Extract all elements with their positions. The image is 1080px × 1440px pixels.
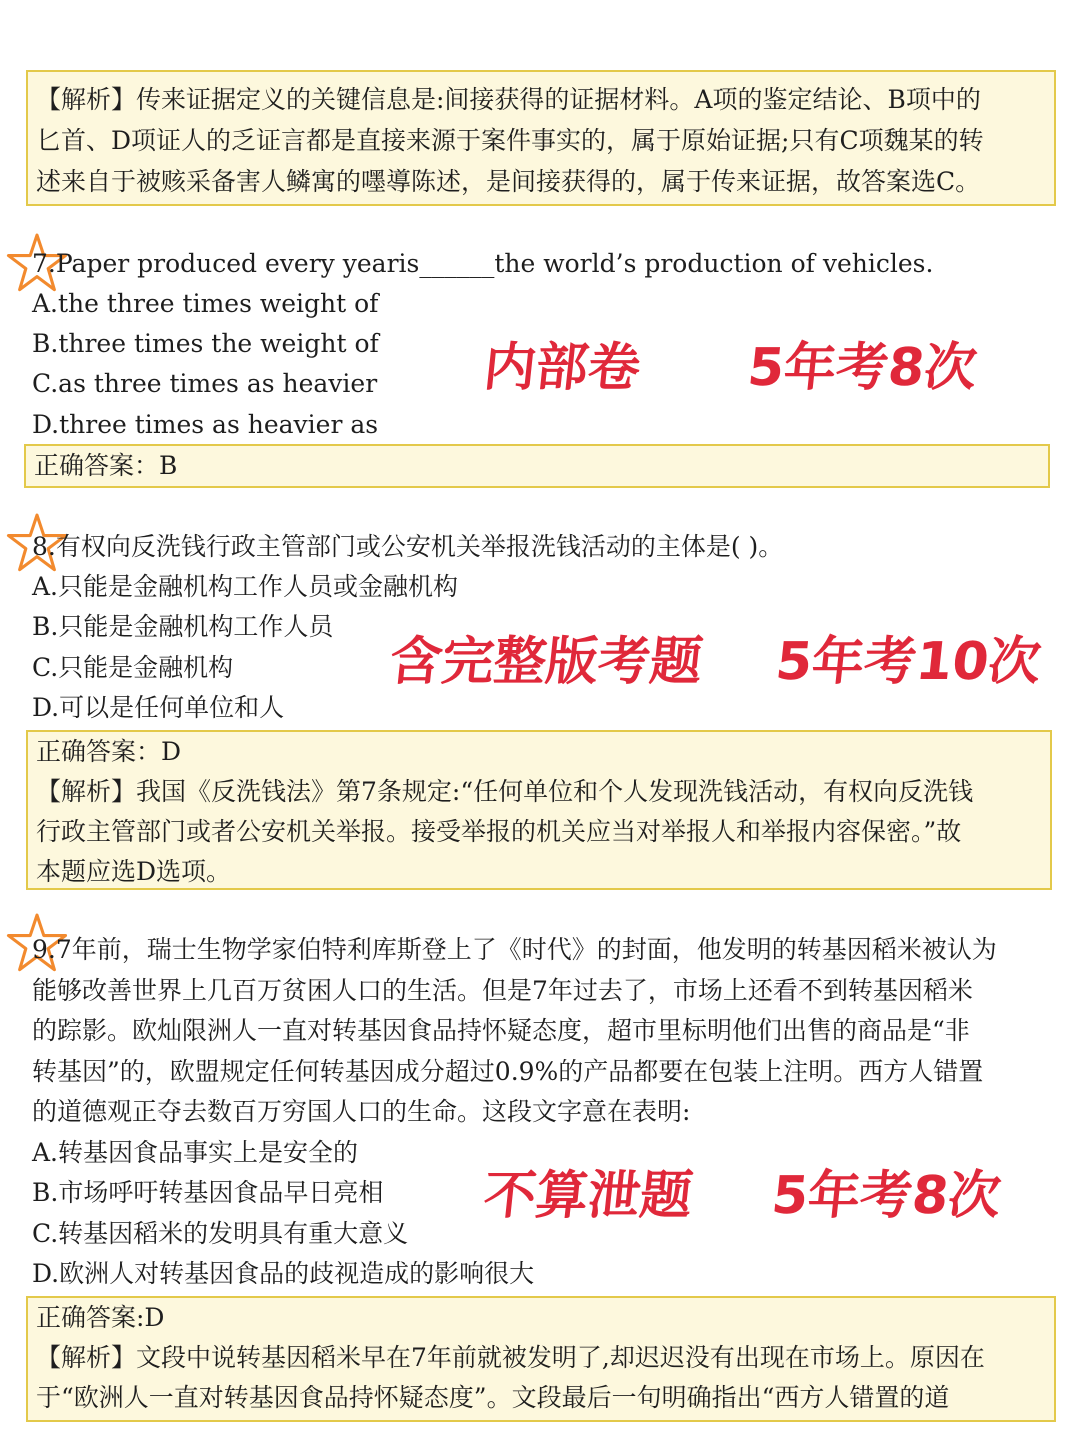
- answer-box-7: [24, 444, 1050, 488]
- question-8: 8.有权向反洗钱行政主管部门或公安机关举报洗钱活动的主体是( )。: [32, 532, 784, 561]
- analysis-line: 行政主管部门或者公安机关举报。接受举报的机关应当对举报人和举报内容保密。”故: [36, 817, 962, 846]
- option-a: A.the three times weight of: [32, 289, 379, 318]
- option-a: A.转基因食品事实上是安全的: [32, 1138, 359, 1167]
- analysis-line: 本题应选D选项。: [36, 857, 232, 886]
- answer-box-8: [26, 730, 1052, 890]
- answer-text: 正确答案：D: [36, 737, 182, 766]
- option-b: B.市场呼吁转基因食品早日亮相: [32, 1178, 384, 1207]
- question-7: 7.Paper produced every yearis______the world’s production of vehicles.: [32, 249, 934, 278]
- handwritten-note-right: 5年考8次: [768, 1166, 1004, 1226]
- handwritten-note-right: 5年考10次: [772, 632, 1044, 692]
- option-b: B.只能是金融机构工作人员: [32, 612, 334, 641]
- analysis-line: 匕首、D项证人的乏证言都是直接来源于案件事实的，属于原始证据;只有C项魏某的转: [36, 126, 984, 155]
- option-c: C.as three times as heavier: [32, 369, 378, 398]
- handwritten-note-left: 不算泄题: [480, 1166, 696, 1226]
- analysis-line: 【解析】文段中说转基因稻米早在7年前就被发明了,却迟迟没有出现在市场上。原因在: [36, 1343, 985, 1372]
- option-d: D.可以是任何单位和人: [32, 693, 285, 722]
- handwritten-note-left: 内部卷: [480, 338, 644, 398]
- option-b: B.three times the weight of: [32, 329, 379, 358]
- analysis-line: 于“欧洲人一直对转基因食品持怀疑态度”。文段最后一句明确指出“西方人错置的道: [36, 1383, 950, 1412]
- question-9-line: 的踪影。欧灿限洲人一直对转基因食品持怀疑态度，超市里标明他们出售的商品是“非: [32, 1016, 970, 1045]
- option-d: D.欧洲人对转基因食品的歧视造成的影响很大: [32, 1259, 535, 1288]
- answer-text: 正确答案：B: [34, 451, 178, 480]
- answer-box-9: [26, 1296, 1056, 1422]
- option-a: A.只能是金融机构工作人员或金融机构: [32, 572, 459, 601]
- question-9-line: 转基因”的，欧盟规定任何转基因成分超过0.9%的产品都要在包装上注明。西方人错置: [32, 1057, 984, 1086]
- analysis-box-1: [26, 70, 1056, 206]
- handwritten-note-left: 含完整版考题: [386, 632, 706, 692]
- option-c: C.只能是金融机构: [32, 653, 234, 682]
- analysis-line: 【解析】我国《反洗钱法》第7条规定:“任何单位和个人发现洗钱活动，有权向反洗钱: [36, 777, 974, 806]
- question-9-line: 的道德观正夺去数百万穷国人口的生命。这段文字意在表明:: [32, 1097, 691, 1126]
- handwritten-note-right: 5年考8次: [744, 338, 980, 398]
- question-9-line: 能够改善世界上几百万贫困人口的生活。但是7年过去了，市场上还看不到转基因稻米: [32, 976, 973, 1005]
- answer-text: 正确答案:D: [36, 1303, 165, 1332]
- option-c: C.转基因稻米的发明具有重大意义: [32, 1219, 409, 1248]
- analysis-line: 【解析】传来证据定义的关键信息是:间接获得的证据材料。A项的鉴定结论、B项中的: [36, 85, 981, 114]
- question-9-line: 9.7年前，瑞士生物学家伯特利库斯登上了《时代》的封面，他发明的转基因稻米被认为: [32, 935, 997, 964]
- option-d: D.three times as heavier as: [32, 410, 379, 439]
- analysis-line: 述来自于被赅采备害人鳞寓的嚜導陈述，是间接获得的，属于传来证据，故答案选C。: [36, 167, 981, 196]
